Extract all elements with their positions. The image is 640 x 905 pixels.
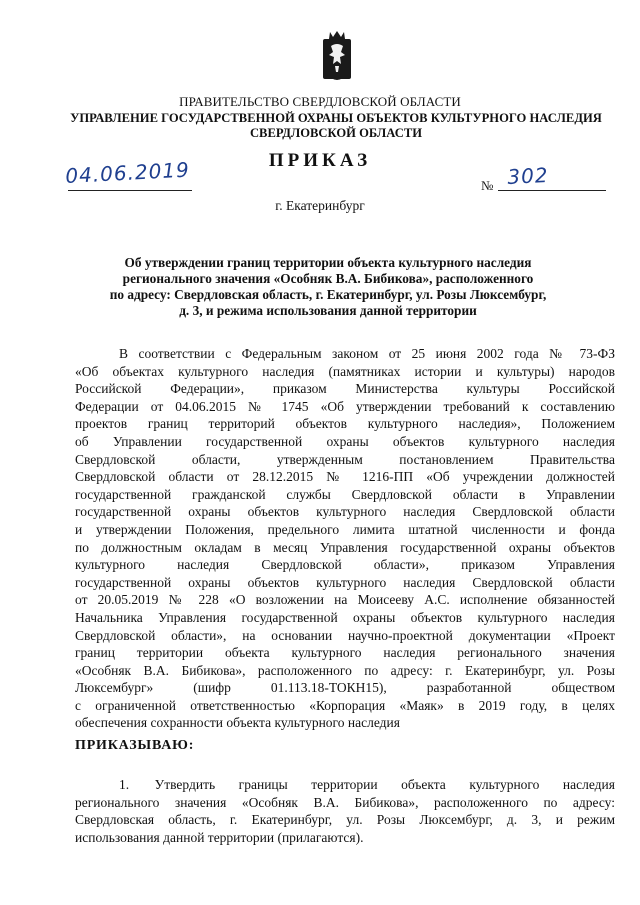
title-line: Об утверждении границ территории объекта культурного наследия — [124, 255, 532, 270]
preamble-line: Свердловской области от 28.12.2015 № 1216-ПП «Об учреждении должностей — [75, 469, 615, 485]
preamble-line: обеспечения сохранности объекта культурного наследия — [75, 715, 400, 731]
preamble-line: границ территории объекта культурного наследия регионального значения — [75, 645, 615, 661]
preamble-line: «Об объектах культурного наследия (памятниках истории и культуры) народов — [75, 363, 615, 379]
preamble-line: по должностным окладам в месяц Управления государственной охраны объектов — [75, 539, 615, 555]
preamble-line: об Управлении государственной охраны объектов культурного наследия — [75, 433, 615, 449]
department-name — [60, 111, 612, 141]
order-item-line: регионального значения «Особняк В.А. Бибикова», расположенного по адресу: — [75, 794, 615, 810]
preamble-line: Российской Федерации», приказом Министерства культуры Российской — [75, 381, 615, 397]
date-underline — [68, 190, 192, 191]
handwritten-date: 04.06.2019 — [64, 157, 191, 188]
preamble-line: Начальника Управления государственной охраны объектов культурного наследия — [75, 609, 615, 625]
preamble-line: и утверждении Положения, предельного лимита штатной численности и фонда — [75, 521, 615, 537]
preamble-line: с ограниченной ответственностью «Корпорация «Маяк» в 2019 году, в целях — [75, 697, 615, 713]
preamble-line: государственной охраны объектов культурного наследия Свердловской области — [75, 574, 615, 590]
preamble-line: культурного наследия Свердловской области», приказом Управления — [75, 557, 615, 573]
preamble-line: «Особняк В.А. Бибикова», расположенного по адресу: г. Екатеринбург, ул. Розы — [75, 662, 615, 678]
preamble-line: государственной гражданской службы Свердловской области в Управлении — [75, 486, 615, 502]
document-type: ПРИКАЗ — [268, 150, 372, 171]
handwritten-number: 302 — [506, 162, 550, 189]
preamble-line: Люксембург» (шифр 01.113.18-ТОКН15), разработанной обществом — [75, 680, 615, 696]
order-item-text: Утвердить границы территории объекта культурного наследия — [154, 777, 615, 792]
department-name-line: СВЕРДЛОВСКОЙ ОБЛАСТИ — [249, 126, 423, 140]
preamble-line: Федерации от 04.06.2015 № 1745 «Об утверждении требований к составлению — [75, 398, 615, 414]
preamble-line: Свердловской области», на основании научно-проектной документации «Проект — [75, 627, 615, 643]
preamble-line: государственной охраны объектов культурного наследия Свердловской области — [75, 504, 615, 520]
preamble-paragraph — [75, 345, 615, 732]
city: г. Екатеринбург — [275, 198, 365, 213]
order-item-line: Свердловская область, г. Екатеринбург, ул. Розы Люксембург, д. 3, и режим — [75, 812, 615, 828]
order-item-1 — [75, 776, 615, 846]
preamble-line: Свердловской области, утвержденным постановлением Правительства — [75, 451, 615, 467]
government-name: ПРАВИТЕЛЬСТВО СВЕРДЛОВСКОЙ ОБЛАСТИ — [179, 94, 461, 109]
document-title — [74, 255, 582, 319]
title-line: д. 3, и режима использования данной территории — [179, 303, 477, 318]
number-underline — [498, 190, 606, 191]
order-item-line-first — [75, 776, 615, 794]
preamble-line: проектов границ территорий объектов культурного наследия», Положением — [75, 416, 615, 432]
preamble-line: от 20.05.2019 № 228 «О возложении на Моисееву А.С. исполнение обязанностей — [75, 592, 615, 608]
order-item-line: использования данной территории (прилагаются). — [75, 829, 364, 845]
department-name-line: УПРАВЛЕНИЕ ГОСУДАРСТВЕННОЙ ОХРАНЫ ОБЪЕКТОВ КУЛЬТУРНОГО НАСЛЕДИЯ — [70, 111, 602, 125]
number-sign: № — [481, 178, 494, 193]
coat-of-arms-emblem — [322, 28, 352, 88]
title-line: регионального значения «Особняк В.А. Бибикова», расположенного — [122, 271, 534, 286]
order-item-number: 1. — [119, 777, 130, 792]
preamble-line: В соответствии с Федеральным законом от 25 июня 2002 года № 73-ФЗ — [119, 346, 615, 361]
decree-word: ПРИКАЗЫВАЮ: — [75, 738, 195, 753]
title-line: по адресу: Свердловская область, г. Екатеринбург, ул. Розы Люксембург, — [109, 287, 547, 302]
